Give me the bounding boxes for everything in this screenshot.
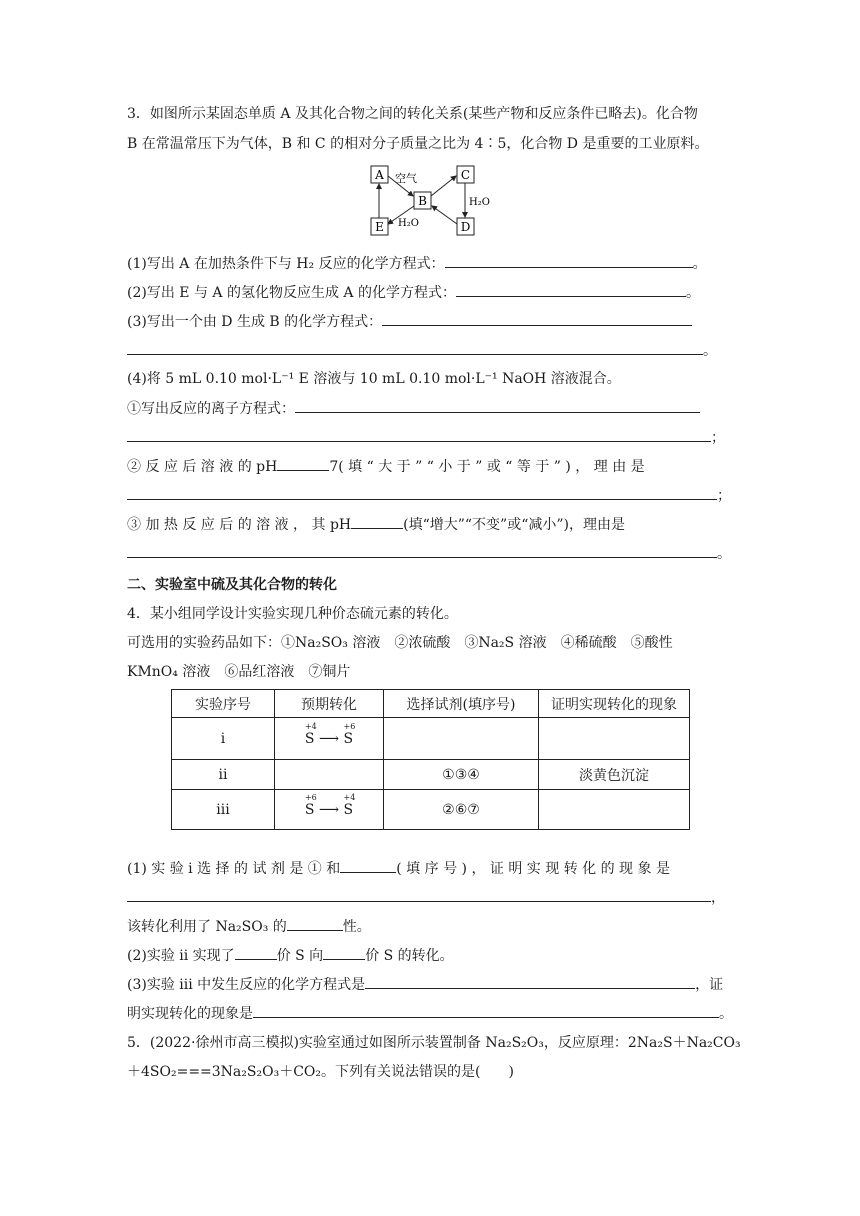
- q3-part4b-text-b: 7( 填 “ 大 于 ” “ 小 于 ” 或 “ 等 于 ” ) ， 理 由 是: [329, 459, 645, 475]
- row-id: iii: [172, 790, 275, 830]
- q4-sub1: [127, 858, 670, 879]
- q3-part4a-text: ①写出反应的离子方程式：: [127, 401, 295, 417]
- q3-line2: B 在常温常压下为气体，B 和 C 的相对分子质量之比为 4∶5，化合物 D 是重要的工业原料。: [127, 136, 709, 152]
- q4-reagents-line2: KMnO₄ 溶液 ⑥品红溶液 ⑦铜片: [127, 664, 351, 680]
- q3-part3-blank2[interactable]: [127, 340, 703, 355]
- q3-part4c-cont: [127, 543, 731, 564]
- q3-part3: [127, 311, 692, 332]
- row-id: i: [172, 718, 275, 760]
- label-c: C: [460, 168, 471, 182]
- q3-part4c: [127, 514, 625, 535]
- table-header-row: [172, 690, 690, 718]
- table-row: [172, 718, 690, 760]
- q3-part3-end: 。: [703, 343, 717, 359]
- label-d: D: [460, 220, 471, 234]
- q4-sub3-phenomenon-blank[interactable]: [253, 1003, 719, 1018]
- row-conversion: [275, 718, 384, 760]
- from-species: +6 S: [304, 792, 317, 818]
- q3-part3-text: (3)写出一个由 D 生成 B 的化学方程式：: [127, 314, 383, 330]
- to-species: +4 S: [343, 792, 356, 818]
- q4-sub1-property-blank[interactable]: [287, 916, 343, 931]
- table-row: [172, 760, 690, 790]
- label-h2o-right: H₂O: [469, 197, 490, 208]
- q4-sub2-text-b: 价 S 向: [276, 948, 324, 964]
- header-experiment-id: 实验序号: [172, 690, 275, 718]
- label-e: E: [375, 220, 384, 234]
- q3-part4a-end: ；: [711, 430, 725, 446]
- q4-sub2-blank2[interactable]: [323, 945, 365, 960]
- q3-part4a-cont: [127, 427, 725, 448]
- q3-part4c-text-a: ③ 加 热 反 应 后 的 溶 液 ， 其 pH: [127, 517, 352, 533]
- q3-part4c-text-b: (填“增大”“不变”或“减小”)，理由是: [403, 517, 625, 533]
- row-phenomenon[interactable]: [539, 790, 690, 830]
- q3-part3-blank[interactable]: [382, 311, 692, 326]
- section-title: 二、实验室中硫及其化合物的转化: [127, 577, 337, 593]
- row-id: ii: [172, 760, 275, 790]
- q3-part4b-cont: [127, 485, 731, 506]
- q3-part1-blank[interactable]: [445, 253, 693, 268]
- q4-sub1-phenomenon-blank[interactable]: [127, 887, 711, 902]
- row-conversion: [275, 790, 384, 830]
- arrow-icon: ⟶: [318, 801, 340, 818]
- conversion-diagram: [368, 164, 508, 236]
- from-species: +4 S: [304, 721, 317, 747]
- label-a: A: [375, 168, 384, 182]
- q3-part4b: [127, 456, 645, 477]
- experiment-table: [171, 689, 690, 830]
- header-expected-conversion: 预期转化: [275, 690, 384, 718]
- q4-sub1-cont: [127, 887, 725, 908]
- q4-sub2-blank1[interactable]: [235, 945, 277, 960]
- q3-part4b-text-a: ② 反 应 后 溶 液 的 pH: [127, 459, 278, 475]
- q3-part4c-ph-blank[interactable]: [351, 514, 403, 529]
- q5-line2: ＋4SO₂===3Na₂S₂O₃＋CO₂。下列有关说法错误的是( ): [127, 1064, 514, 1080]
- q4-intro: 4．某小组同学设计实验实现几种价态硫元素的转化。: [127, 606, 458, 622]
- header-reagents: 选择试剂(填序号): [384, 690, 539, 718]
- q3-part2: [127, 282, 700, 303]
- header-phenomenon: 证明实现转化的现象: [539, 690, 690, 718]
- q3-part4a-blank2[interactable]: [127, 427, 711, 442]
- q4-sub3-end: 。: [719, 1006, 733, 1022]
- q4-reagents-line1: 可选用的实验药品如下：①Na₂SO₃ 溶液 ②浓硫酸 ③Na₂S 溶液 ④稀硫酸 ⑤酸性: [127, 635, 673, 651]
- q4-sub2: [127, 945, 454, 966]
- q3-part4c-end: 。: [717, 546, 731, 562]
- q3-part4c-reason-blank[interactable]: [127, 543, 717, 558]
- row-phenomenon: 淡黄色沉淀: [539, 760, 690, 790]
- q3-part3-cont: [127, 340, 717, 361]
- q4-sub3-cont: [127, 1003, 733, 1024]
- q5-line1: 5．(2022·徐州市高三模拟)实验室通过如图所示装置制备 Na₂S₂O₃，反应原理：2Na₂S＋Na₂CO₃: [127, 1035, 741, 1051]
- q3-part1: [127, 253, 707, 274]
- q3-part1-end: 。: [692, 256, 707, 272]
- label-h2o-bottom: H₂O: [398, 218, 419, 229]
- q4-sub3-text-b: ，证: [695, 977, 724, 993]
- q4-sub1-reagent-blank[interactable]: [340, 858, 396, 873]
- q3-part2-blank[interactable]: [456, 282, 686, 297]
- row-reagents: ②⑥⑦: [384, 790, 539, 830]
- q4-sub1-text-c: 该转化利用了 Na₂SO₃ 的: [127, 919, 287, 935]
- q4-sub1-property: [127, 916, 371, 937]
- q3-part4b-ph-blank[interactable]: [277, 456, 329, 471]
- q3-part1-text: (1)写出 A 在加热条件下与 H₂ 反应的化学方程式：: [127, 256, 445, 272]
- q4-sub2-text-c: 价 S 的转化。: [365, 948, 454, 964]
- q4-sub3-text-c: 明实现转化的现象是: [127, 1006, 253, 1022]
- q4-sub3: [127, 974, 723, 995]
- row-reagents: ①③④: [384, 760, 539, 790]
- arrow-icon: ⟶: [318, 730, 340, 747]
- q3-part4: (4)将 5 mL 0.10 mol·L⁻¹ E 溶液与 10 mL 0.10 mol·L⁻¹ NaOH 溶液混合。: [127, 371, 621, 387]
- q3-part4b-end: ；: [717, 488, 731, 504]
- label-b: B: [418, 194, 427, 208]
- q3-line1: 3．如图所示某固态单质 A 及其化合物之间的转化关系(某些产物和反应条件已略去)。化合物: [127, 106, 698, 122]
- label-air: 空气: [395, 172, 417, 185]
- q4-sub3-equation-blank[interactable]: [365, 974, 695, 989]
- q4-sub3-text-a: (3)实验 iii 中发生反应的化学方程式是: [127, 977, 366, 993]
- table-row: [172, 790, 690, 830]
- q3-part4b-reason-blank[interactable]: [127, 485, 717, 500]
- row-conversion[interactable]: [275, 760, 384, 790]
- row-reagents[interactable]: [384, 718, 539, 760]
- q3-part4a-blank[interactable]: [295, 398, 700, 413]
- q4-sub1-comma: ，: [711, 890, 725, 906]
- q4-sub2-text-a: (2)实验 ii 实现了: [127, 948, 235, 964]
- to-species: +6 S: [343, 721, 356, 747]
- q4-sub1-text-b: ( 填 序 号 ) ， 证 明 实 现 转 化 的 现 象 是: [396, 861, 670, 877]
- q3-part2-text: (2)写出 E 与 A 的氢化物反应生成 A 的化学方程式：: [127, 285, 456, 301]
- q4-sub1-text-d: 性。: [342, 919, 371, 935]
- q4-sub1-text-a: (1) 实 验 i 选 择 的 试 剂 是 ① 和: [127, 861, 341, 877]
- q3-part2-end: 。: [685, 285, 700, 301]
- q3-part4a: [127, 398, 700, 419]
- row-phenomenon[interactable]: [539, 718, 690, 760]
